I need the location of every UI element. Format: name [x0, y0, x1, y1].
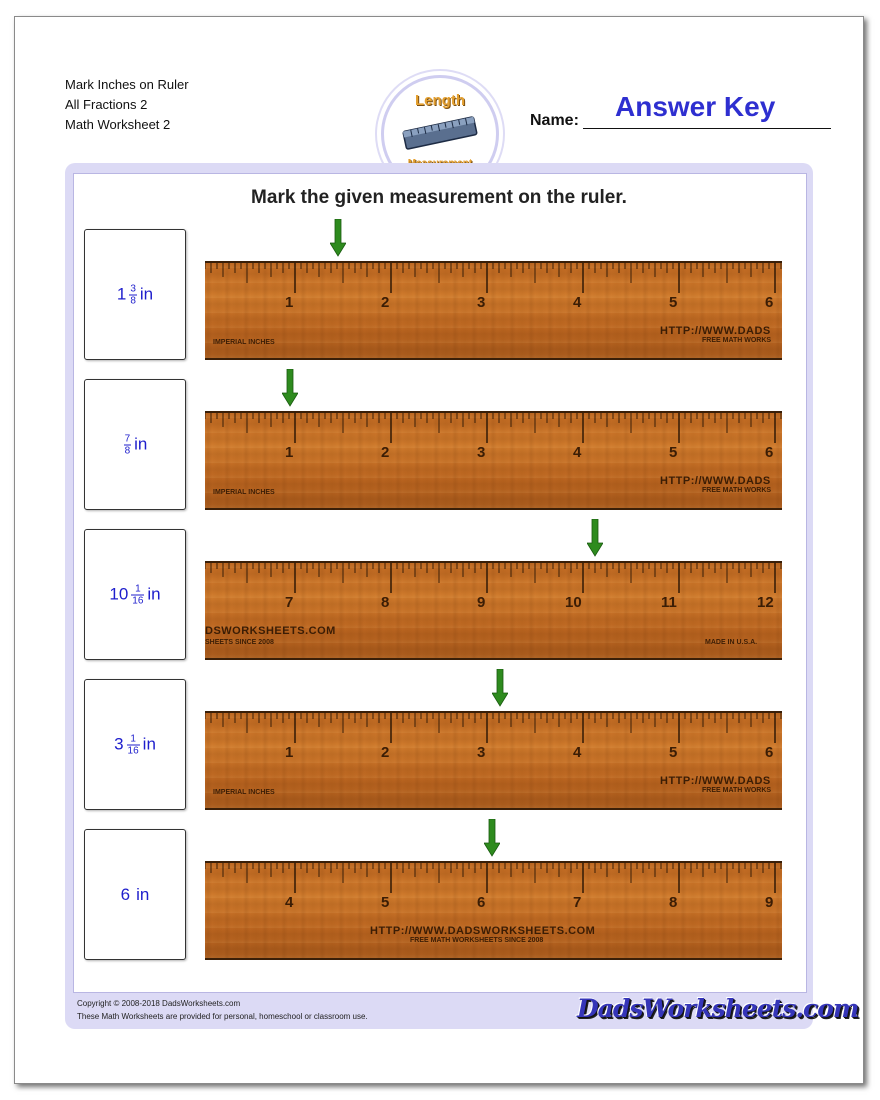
measurement-box [84, 529, 186, 660]
ruler-inch-label: 3 [477, 294, 486, 311]
ruler-inch-label: 9 [765, 894, 774, 911]
fraction-numerator: 3 [130, 283, 136, 294]
ruler-url-text: DSWORKSHEETS.COM [205, 625, 336, 637]
ruler-tagline-text: FREE MATH WORKS [702, 787, 772, 794]
ruler-inch-label: 2 [381, 444, 390, 461]
name-label: Name: [530, 112, 579, 129]
dadsworksheets-logo: DadsWorksheets.com [577, 994, 859, 1023]
measurement-box [84, 229, 186, 360]
ruler-inch-label: 5 [381, 894, 390, 911]
answer-arrow-icon [587, 519, 603, 557]
ruler-inch-label: 6 [765, 444, 774, 461]
ruler-inch-label: 6 [765, 744, 774, 761]
ruler-inch-label: 7 [285, 594, 294, 611]
measurement-box [84, 829, 186, 960]
copyright-text: Copyright © 2008-2018 DadsWorksheets.com [77, 999, 241, 1008]
ruler-inch-label: 1 [285, 294, 294, 311]
unit-label: in [147, 584, 161, 604]
ruler-inch-label: 11 [661, 594, 677, 611]
ruler-inch-label: 5 [669, 444, 678, 461]
fraction-numerator: 1 [135, 583, 141, 594]
fraction-numerator: 1 [130, 733, 136, 744]
ruler-inch-label: 4 [573, 744, 582, 761]
usage-notice: These Math Worksheets are provided for personal, homeschool or classroom use. [77, 1012, 368, 1021]
measurement-value [85, 583, 185, 606]
ruler-icon [402, 116, 478, 150]
answer-arrow-icon [484, 819, 500, 857]
fraction [129, 283, 137, 306]
measurement-value [85, 433, 185, 456]
fraction-denominator: 8 [124, 445, 131, 456]
name-field-line[interactable] [583, 128, 831, 129]
worksheet-subtitle: All Fractions 2 [65, 97, 148, 112]
ruler-imprint-text: IMPERIAL INCHES [213, 789, 275, 796]
unit-label: in [139, 284, 154, 304]
ruler-tagline-text: FREE MATH WORKS [702, 487, 772, 494]
ruler-inch-label: 8 [669, 894, 678, 911]
ruler-imprint-text: IMPERIAL INCHES [213, 489, 275, 496]
fraction-denominator: 16 [127, 745, 139, 756]
ruler-tagline-text: FREE MATH WORKS [702, 337, 772, 344]
ruler-tagline-text: FREE MATH WORKSHEETS SINCE 2008 [410, 937, 544, 944]
ruler-inch-label: 4 [573, 444, 582, 461]
wooden-ruler[interactable] [205, 861, 782, 960]
ruler-inch-label: 4 [573, 294, 582, 311]
ruler-url-text: HTTP://WWW.DADS [660, 325, 771, 337]
wooden-ruler[interactable] [205, 261, 782, 360]
ruler-url-text: HTTP://WWW.DADSWORKSHEETS.COM [370, 925, 596, 937]
ruler-inch-label: 6 [765, 294, 774, 311]
ruler-url-text: HTTP://WWW.DADS [660, 775, 771, 787]
whole-number: 6 [120, 884, 131, 904]
ruler-inch-label: 7 [573, 894, 582, 911]
ruler-inch-label: 10 [565, 594, 582, 611]
ruler-inch-label: 8 [381, 594, 390, 611]
worksheet-number: Math Worksheet 2 [65, 117, 171, 132]
fraction-denominator: 8 [130, 295, 136, 306]
whole-number: 1 [116, 284, 127, 304]
ruler-inch-label: 5 [669, 744, 678, 761]
fraction [131, 583, 144, 606]
fraction [127, 733, 140, 756]
fraction-denominator: 16 [132, 595, 144, 606]
ruler-inch-label: 2 [381, 294, 390, 311]
answer-key-text: Answer Key [615, 91, 776, 122]
ruler-inch-label: 3 [477, 444, 486, 461]
ruler-inch-label: 1 [285, 444, 294, 461]
worksheet-title: Mark Inches on Ruler [65, 77, 189, 92]
ruler-imprint-text: IMPERIAL INCHES [213, 339, 275, 346]
worksheet-page [14, 16, 864, 1084]
ruler-url-text: HTTP://WWW.DADS [660, 475, 771, 487]
measurement-box [84, 379, 186, 510]
whole-number: 10 [109, 584, 129, 604]
wooden-ruler[interactable] [205, 561, 782, 660]
instruction-text: Mark the given measurement on the ruler. [251, 187, 627, 208]
ruler-inch-label: 1 [285, 744, 294, 761]
answer-arrow-icon [330, 219, 346, 257]
measurement-value [85, 283, 185, 306]
ruler-inch-label: 6 [477, 894, 486, 911]
fraction-numerator: 7 [124, 433, 131, 444]
unit-label: in [136, 884, 150, 904]
unit-label: in [142, 734, 156, 754]
ruler-inch-label: 9 [477, 594, 486, 611]
ruler-inch-label: 2 [381, 744, 390, 761]
wooden-ruler[interactable] [205, 711, 782, 810]
measurement-value [85, 733, 185, 756]
wooden-ruler[interactable] [205, 411, 782, 510]
ruler-inch-label: 3 [477, 744, 486, 761]
measurement-box [84, 679, 186, 810]
ruler-inch-label: 4 [285, 894, 294, 911]
ruler-tagline-text: SHEETS SINCE 2008 [205, 639, 274, 646]
fraction [124, 433, 132, 456]
unit-label: in [134, 434, 148, 454]
whole-number: 3 [114, 734, 124, 754]
ruler-inch-label: 12 [757, 594, 774, 611]
ruler-inch-label: 5 [669, 294, 678, 311]
logo-top-text: Length [415, 92, 465, 109]
measurement-value [85, 885, 185, 905]
answer-arrow-icon [492, 669, 508, 707]
answer-arrow-icon [282, 369, 298, 407]
ruler-imprint-text: MADE IN U.S.A. [705, 639, 758, 646]
